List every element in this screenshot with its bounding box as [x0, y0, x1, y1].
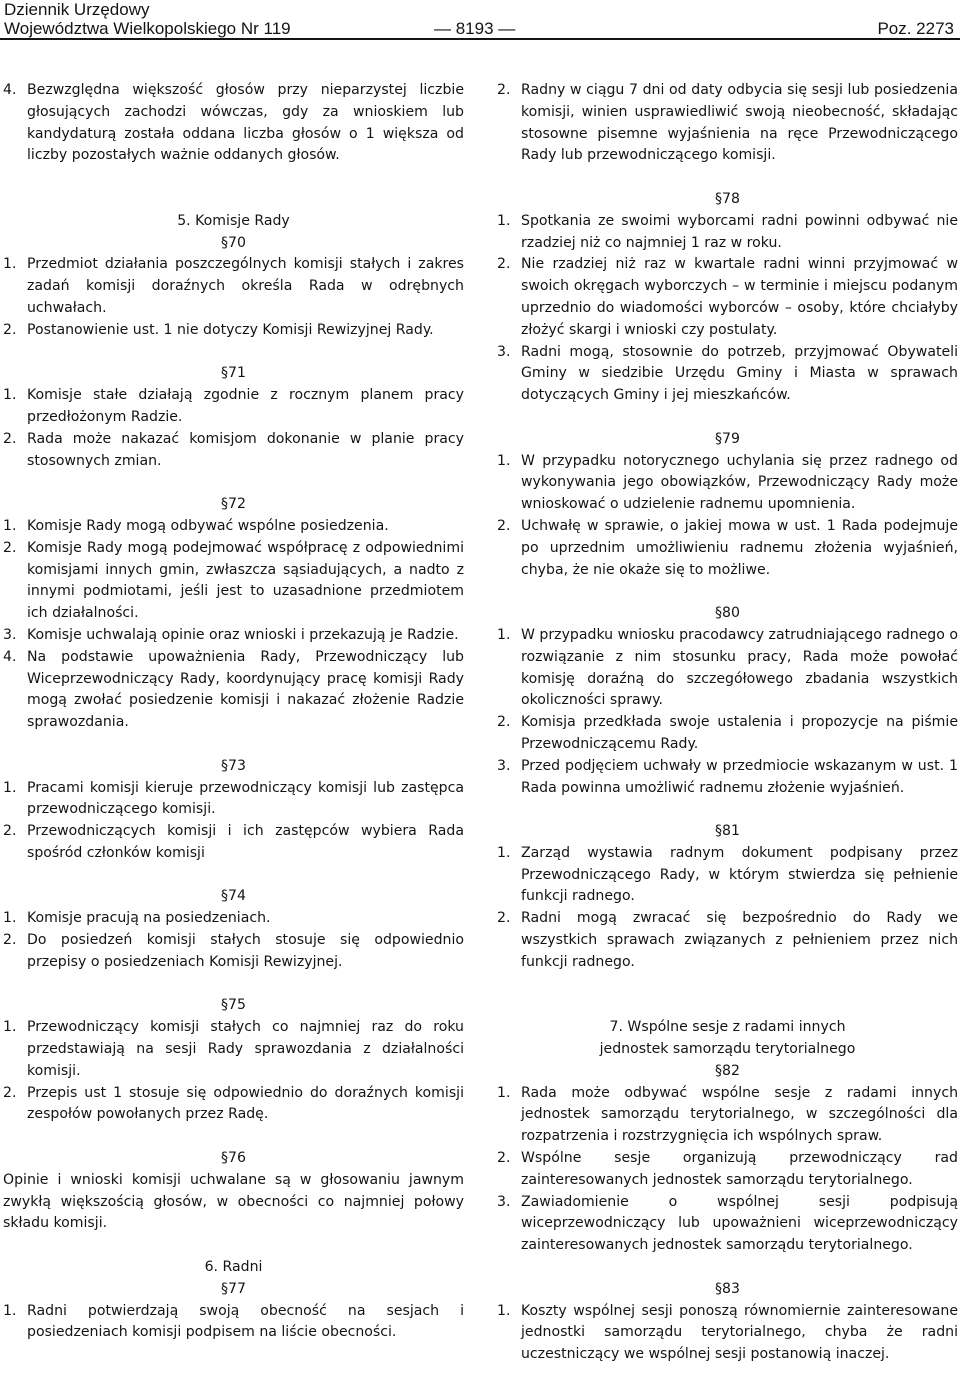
item-number: 2.: [3, 430, 17, 447]
item-text: Nie rzadziej niż raz w kwartale radni winni przyjmować w swoich okręgach wyborczych – w terminie i miejscu podanym uprzednio do wiadomości wyborców – osoby, które chciałyby złożyć skargi i wnioski czy postulaty.: [521, 256, 958, 338]
item-text: Radni mogą, stosownie do potrzeb, przyjmować Obywateli Gminy w siedzibie Urzędu Gminy i Miasta w sprawach dotyczących Gminy i jej mieszkańców.: [521, 343, 958, 404]
section-title: §75: [221, 997, 246, 1014]
list-item: [3, 930, 464, 974]
section-title: §81: [715, 823, 740, 840]
item-text: Spotkania ze swoimi wyborcami radni powinni odbywać nie rzadziej niż co najmniej 1 raz w roku.: [521, 212, 958, 251]
list-item: [3, 1083, 464, 1127]
journal-title: [4, 0, 291, 38]
section-title: §71: [221, 365, 246, 382]
item-number: 2.: [497, 910, 511, 927]
journal-title-line1: Dziennik Urzędowy: [4, 0, 150, 19]
list-item: [497, 625, 958, 712]
item-text: Komisje Rady mogą odbywać wspólne posiedzenia.: [27, 517, 389, 534]
list-item: [3, 1017, 464, 1082]
item-text: Komisja przedkłada swoje ustalenia i propozycje na piśmie Przewodniczącemu Rady.: [521, 714, 958, 752]
list-item: [497, 1148, 958, 1192]
item-number: 1.: [3, 779, 17, 796]
section-title: §73: [221, 757, 246, 774]
item-number: 1.: [497, 212, 511, 229]
item-text: W przypadku notorycznego uchylania się przez radnego od wykonywania jego obowiązków, Przewodniczący Rady może wnioskować o udzielenie radnemu upomnienia.: [521, 452, 958, 513]
item-text: Radny w ciągu 7 dni od daty odbycia się sesji lub posiedzenia komisji, winien usprawiedliwić swoją nieobecność, składając stosowne pisemne wyjaśnienia na ręce Przewodniczącego Rady lub przewodniczącego komisji.: [521, 82, 958, 164]
item-text: Przewodniczący komisji stałych co najmniej raz do roku przedstawiają na sesji Rady sprawozdania z działalności komisji.: [27, 1019, 464, 1079]
item-text: Do posiedzeń komisji stałych stosuje się odpowiednio przepisy o posiedzeniach Komisji Rewizyjnej.: [27, 932, 464, 970]
item-text: W przypadku wniosku pracodawcy zatrudniającego radnego o rozwiązanie z nim stosunku pracy, Rada może powołać komisję doraźną do szczegółowego zbadania wszystkich okoliczności sprawy.: [521, 626, 958, 709]
item-text: Rada może odbywać wspólne sesje z radami innych jednostek samorządu terytorialnego, w szczególności dla rozpatrzenia i rozstrzygnięcia ich wspólnych spraw.: [521, 1084, 958, 1145]
item-text: Komisje Rady mogą podejmować współpracę z odpowiednimi komisjami innych gmin, zwłaszcza sąsiadujących, a nadto z innymi podmiotami, jeśli jest to uzasadnione przedmiotem ich działalności.: [27, 539, 464, 622]
item-number: 2.: [497, 82, 511, 98]
item-text: Komisje uchwalają opinie oraz wnioski i przekazują je Radzie.: [27, 626, 459, 643]
list-item: [3, 538, 464, 625]
item-number: 4.: [3, 82, 17, 98]
paragraph-item: [497, 80, 958, 167]
list-item: [3, 908, 464, 930]
list-item: [497, 211, 958, 255]
section-title: §70: [221, 234, 246, 251]
list-item: [3, 385, 464, 429]
list-item: [3, 778, 464, 822]
list-item: [497, 516, 958, 581]
item-number: 1.: [497, 844, 511, 861]
item-number: 1.: [497, 1084, 511, 1101]
item-text: Zarząd wystawia radnym dokument podpisany przez Przewodniczącego Rady, w którym stwierdza się pełnienie funkcji radnego.: [521, 844, 958, 905]
item-number: 1.: [3, 1302, 17, 1319]
item-text: Rada może nakazać komisjom dokonanie w planie pracy stosownych zmian.: [27, 430, 464, 469]
item-number: 2.: [3, 1084, 17, 1101]
item-text: Radni potwierdzają swoją obecność na sesjach i posiedzeniach komisji podpisem na liście obecności.: [27, 1302, 464, 1341]
chapter-title-line2: jednostek samorządu terytorialnego: [599, 1041, 856, 1058]
list-item: [3, 429, 464, 473]
list-item: [497, 712, 958, 756]
section-title: §78: [715, 190, 740, 207]
paragraph: Opinie i wnioski komisji uchwalane są w głosowaniu jawnym zwykłą większością głosów, w obecności co najmniej połowy składu komisji.: [3, 1171, 464, 1232]
section-title: §76: [221, 1150, 246, 1167]
chapter-title: 7. Wspólne sesje z radami innych: [609, 1019, 846, 1036]
item-number: 1.: [3, 1019, 17, 1036]
list-item: [497, 1083, 958, 1148]
item-number: 1.: [497, 626, 511, 643]
list-item: [497, 756, 958, 800]
item-text: Zawiadomienie o wspólnej sesji podpisują wiceprzewodniczący lub upoważnieni wiceprzewodniczący zainteresowanych jednostek samorządu terytorialnego.: [521, 1193, 958, 1254]
list-item: [497, 451, 958, 516]
item-text: Przewodniczących komisji i ich zastępców wybiera Rada spośród członków komisji: [27, 823, 464, 861]
item-number: 2.: [497, 256, 511, 273]
item-number: 1.: [497, 1302, 511, 1319]
list-item: [497, 908, 958, 973]
section-title: §82: [715, 1062, 740, 1079]
item-number: 2.: [3, 321, 17, 338]
chapter-title: 6. Radni: [204, 1259, 263, 1276]
section-title: §72: [221, 496, 246, 513]
list-item: [497, 1301, 958, 1366]
item-text: Przedmiot działania poszczególnych komisji stałych i zakres zadań komisji doraźnych określa Rada w odrębnych uchwałach.: [27, 256, 464, 316]
journal-title-line2: Województwa Wielkopolskiego Nr 119: [4, 19, 291, 38]
list-item: [3, 625, 464, 647]
position-number: Poz. 2273: [877, 19, 954, 38]
section-title: §77: [221, 1280, 246, 1297]
item-number: 2.: [497, 517, 511, 534]
item-number: 1.: [3, 910, 17, 927]
list-item: [497, 342, 958, 407]
item-number: 3.: [3, 626, 17, 643]
section-title: §74: [221, 888, 246, 905]
list-item: [3, 516, 464, 538]
item-text: Postanowienie ust. 1 nie dotyczy Komisji Rewizyjnej Rady.: [27, 321, 434, 338]
item-number: 3.: [497, 757, 511, 774]
item-text: Wspólne sesje organizują przewodniczący rad zainteresowanych jednostek samorządu terytorialnego.: [521, 1150, 958, 1188]
list-item: [497, 843, 958, 908]
item-text: Na podstawie upoważnienia Rady, Przewodniczący lub Wiceprzewodniczący Rady, koordynujący pracę komisji Rady mogą zwołać posiedzenie komisji i nakazać złożenie Radzie sprawozdania.: [27, 648, 464, 731]
section-title: §79: [715, 430, 740, 447]
item-text: Przepis ust 1 stosuje się odpowiednio do doraźnych komisji zespołów powołanych przez Radę.: [27, 1084, 464, 1123]
item-number: 1.: [3, 256, 17, 273]
item-number: 3.: [497, 1193, 511, 1210]
page-number: — 8193 —: [434, 19, 516, 38]
list-item: [497, 1192, 958, 1257]
item-number: 2.: [3, 539, 17, 556]
item-number: 1.: [3, 387, 17, 404]
item-text: Komisje pracują na posiedzeniach.: [27, 910, 271, 927]
item-number: 2.: [3, 823, 17, 840]
list-item: [3, 821, 464, 865]
list-item: [497, 254, 958, 341]
item-number: 4.: [3, 648, 17, 665]
section-title: §80: [715, 605, 740, 622]
item-text: Koszty wspólnej sesji ponoszą równomiernie zainteresowane jednostki samorządu terytorialnego, chyba że radni uczestniczący we wspólnej sesji postanowią inaczej.: [521, 1302, 958, 1363]
item-text: Przed podjęciem uchwały w przedmiocie wskazanym w ust. 1 Rada powinna umożliwić radnemu złożenie wyjaśnień.: [521, 757, 958, 796]
item-text: Komisje stałe działają zgodnie z rocznym planem pracy przedłożonym Radzie.: [27, 387, 464, 425]
list-item: [3, 320, 464, 342]
item-number: 2.: [497, 714, 511, 731]
item-number: 1.: [3, 517, 17, 534]
item-text: Bezwzględna większość głosów przy nieparzystej liczbie głosujących zachodzi wówczas, gdy za wnioskiem lub kandydaturą została oddana liczba głosów o 1 większa od liczby pozostałych ważnie oddanych głosów.: [27, 82, 464, 164]
list-item: [3, 254, 464, 319]
item-text: Pracami komisji kieruje przewodniczący komisji lub zastępca przewodniczącego komisji.: [27, 779, 464, 818]
right-column: [497, 80, 958, 1366]
left-column: [3, 80, 464, 1344]
item-number: 1.: [497, 452, 511, 469]
list-item: [3, 1301, 464, 1345]
item-text: Uchwałę w sprawie, o jakiej mowa w ust. 1 Rada podejmuje po uprzednim umożliwieniu radnemu złożenia wyjaśnień, chyba, że nie okaże się to możliwe.: [521, 517, 958, 578]
item-text: Radni mogą zwracać się bezpośrednio do Rady we wszystkich sprawach związanych z pełnieniem przez nich funkcji radnego.: [521, 910, 958, 970]
page-header: [0, 0, 960, 40]
section-title: §83: [715, 1280, 740, 1297]
item-number: 3.: [497, 343, 511, 360]
chapter-title: 5. Komisje Rady: [177, 212, 290, 229]
item-number: 2.: [497, 1150, 511, 1167]
paragraph-item: [3, 80, 464, 167]
item-number: 2.: [3, 932, 17, 949]
list-item: [3, 647, 464, 734]
